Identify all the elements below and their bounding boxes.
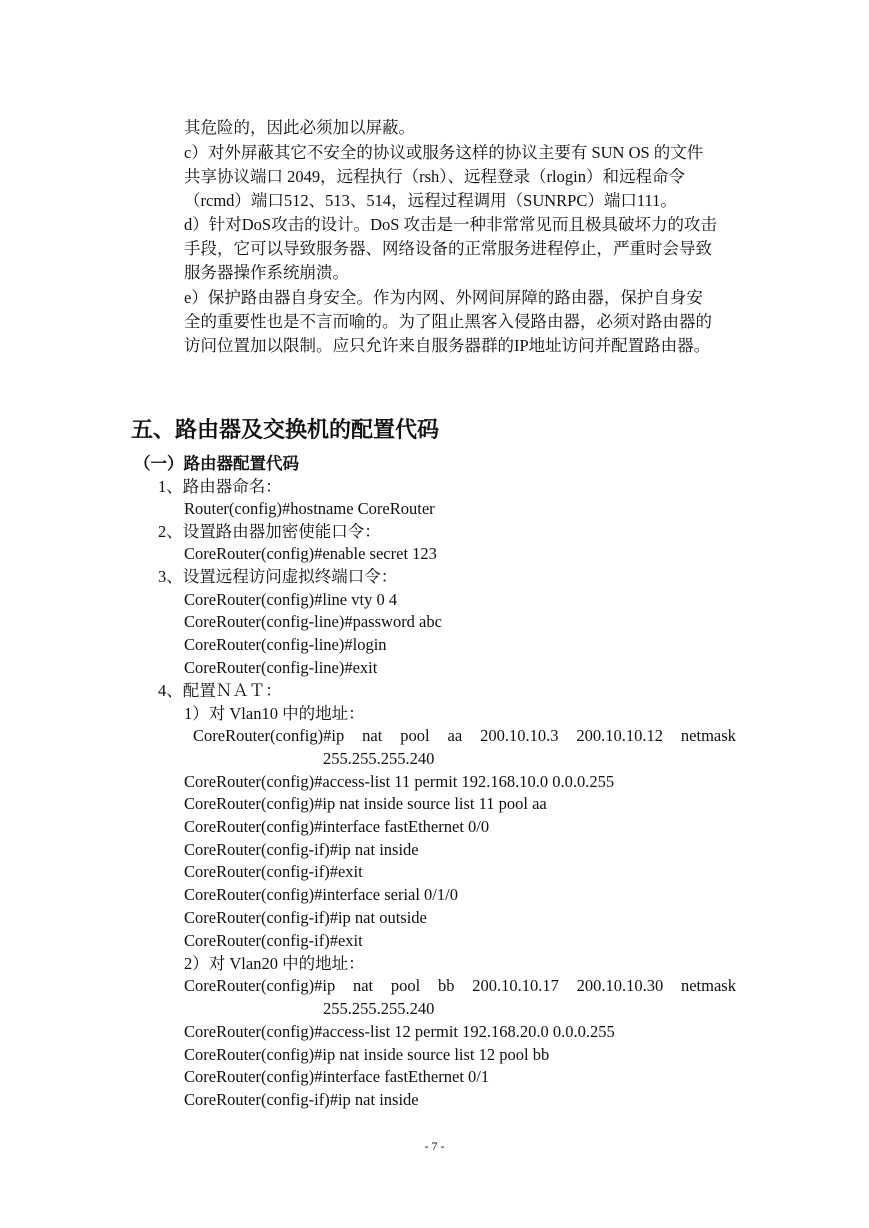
command-token: nat (362, 726, 383, 745)
page-number: - 7 - (424, 1139, 445, 1153)
intro-line: 其危险的，因此必须加以屏蔽。 (184, 118, 415, 137)
command-line: CoreRouter(config-if)#ip nat outside (184, 908, 427, 927)
command-line: CoreRouter(config)#ip nat inside source list 11 pool aa (184, 794, 547, 813)
step-label: 2、设置路由器加密使能口令： (158, 522, 381, 541)
intro-line: 共享协议端口 2049，远程执行（rsh）、远程登录（rlogin）和远程命令 (184, 167, 685, 186)
command-line: CoreRouter(config)#interface fastEthernet 0/0 (184, 817, 490, 836)
sub-step-label: 2）对 Vlan20 中的地址： (184, 954, 365, 973)
intro-line: （rcmd）端口512、513、514，远程过程调用（SUNRPC）端口111。 (184, 191, 677, 210)
intro-line: 全的重要性也是不言而喻的。为了阻止黑客入侵路由器，必须对路由器的 (184, 312, 712, 331)
intro-line: 服务器操作系统崩溃。 (184, 263, 349, 282)
intro-line: 访问位置加以限制。应只允许来自服务器群的IP地址访问并配置路由器。 (184, 336, 711, 355)
command-line: CoreRouter(config-if)#ip nat inside (184, 840, 419, 859)
step-label: 1、路由器命名： (158, 477, 282, 496)
command-token: pool (390, 976, 421, 995)
command-continuation: 255.255.255.240 (323, 999, 435, 1018)
command-line: CoreRouter(config-if)#ip nat inside (184, 1090, 419, 1109)
command-token: CoreRouter(config)#ip (193, 726, 345, 745)
command-line: CoreRouter(config)#interface fastEthernet 0/1 (184, 1067, 490, 1086)
nat-pool-command (193, 725, 736, 747)
command-token: 200.10.10.30 (576, 976, 664, 995)
section-heading: 五、路由器及交换机的配置代码 (131, 417, 440, 442)
command-continuation: 255.255.255.240 (323, 749, 435, 768)
command-line: CoreRouter(config-if)#exit (184, 931, 363, 950)
subsection-heading: （一）路由器配置代码 (134, 454, 299, 473)
command-token: netmask (680, 976, 736, 995)
command-line: CoreRouter(config-line)#exit (184, 658, 378, 677)
intro-line: 手段，它可以导致服务器、网络设备的正常服务进程停止，严重时会导致 (184, 239, 712, 258)
command-token: 200.10.10.17 (472, 976, 559, 995)
command-line: CoreRouter(config)#interface serial 0/1/0 (184, 885, 458, 904)
command-line: CoreRouter(config-line)#login (184, 635, 387, 654)
command-line: CoreRouter(config)#access-list 12 permit 192.168.20.0 0.0.0.255 (184, 1022, 615, 1041)
command-token: CoreRouter(config)#ip (184, 976, 336, 995)
step-label: 3、设置远程访问虚拟终端口令： (158, 567, 398, 586)
command-line: CoreRouter(config)#ip nat inside source list 12 pool bb (184, 1045, 550, 1064)
step-label: 4、配置ＮＡＴ： (158, 681, 282, 700)
command-line: CoreRouter(config)#access-list 11 permit 192.168.10.0 0.0.0.255 (184, 772, 615, 791)
command-line: CoreRouter(config)#enable secret 123 (184, 544, 437, 563)
nat-pool-command (184, 975, 736, 997)
command-line: CoreRouter(config)#line vty 0 4 (184, 590, 398, 609)
intro-line: e）保护路由器自身安全。作为内网、外网间屏障的路由器，保护自身安 (184, 288, 703, 307)
intro-line: d）针对DoS攻击的设计。DoS 攻击是一种非常常见而且极具破坏力的攻击 (184, 215, 718, 234)
command-line: CoreRouter(config-line)#password abc (184, 612, 442, 631)
command-token: netmask (680, 726, 736, 745)
command-token: 200.10.10.3 (480, 726, 559, 745)
sub-step-label: 1）对 Vlan10 中的地址： (184, 704, 365, 723)
command-token: pool (400, 726, 430, 745)
command-token: nat (352, 976, 374, 995)
command-line: CoreRouter(config-if)#exit (184, 862, 363, 881)
command-token: 200.10.10.12 (576, 726, 663, 745)
intro-line: c）对外屏蔽其它不安全的协议或服务这样的协议主要有 SUN OS 的文件 (184, 143, 704, 162)
command-token: bb (437, 976, 455, 995)
command-token: aa (447, 726, 463, 745)
command-line: Router(config)#hostname CoreRouter (184, 499, 435, 518)
